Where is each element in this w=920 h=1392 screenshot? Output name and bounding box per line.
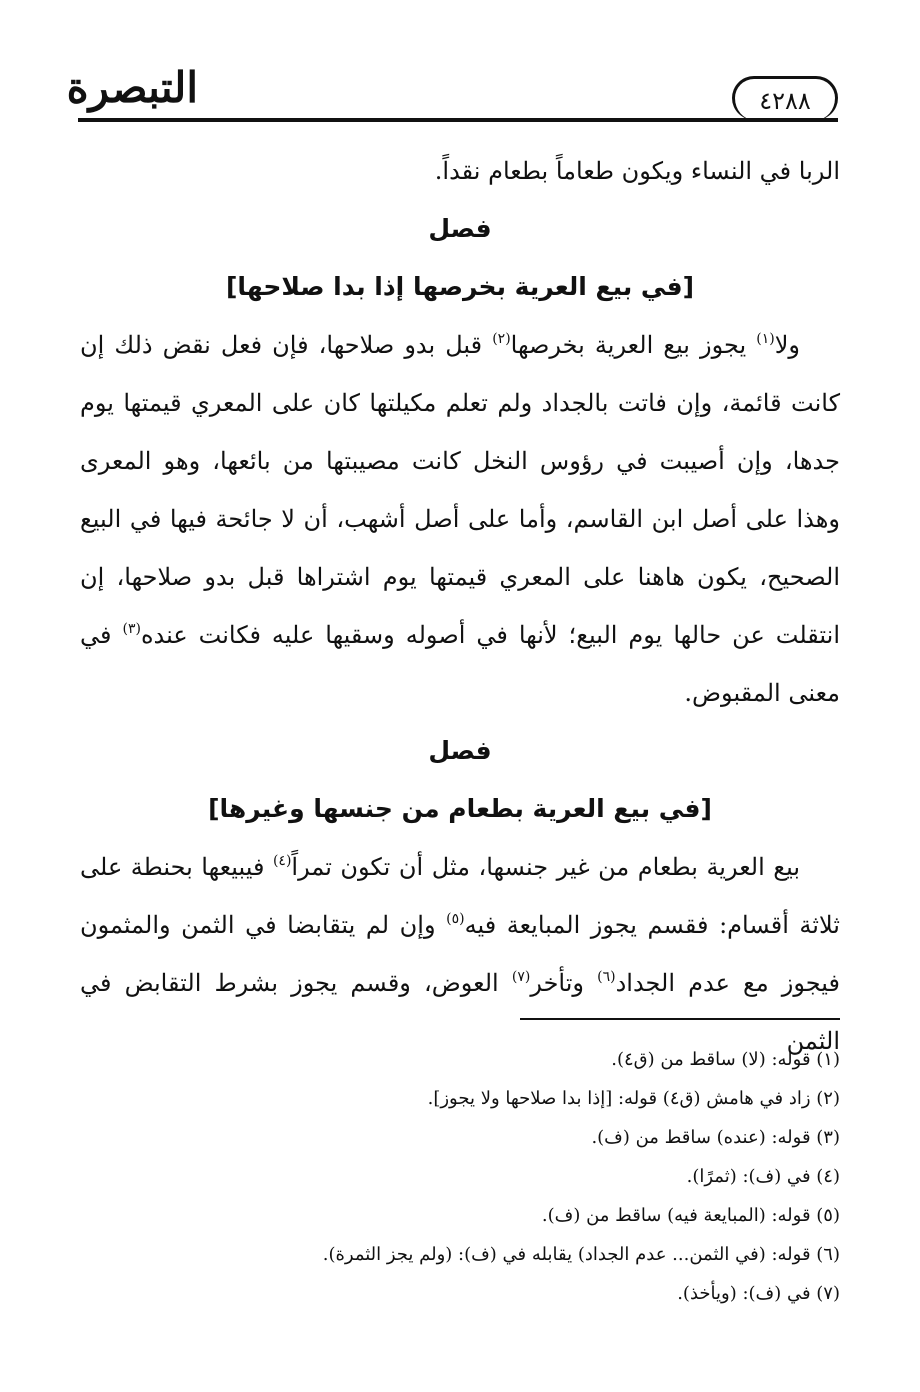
footnote: (٤) في (ف): (ثمرًا). bbox=[686, 1166, 840, 1187]
paragraph bbox=[80, 838, 840, 1070]
footnote: (٢) زاد في هامش (ق٤) قوله: [إذا بدا صلاحها ولا يجوز]. bbox=[427, 1088, 840, 1109]
text-run: بيع العرية بطعام من غير جنسها، مثل أن تكون تمراً bbox=[291, 853, 801, 881]
paragraph-continuation: الربا في النساء ويكون طعاماً بطعام نقداً. bbox=[434, 157, 840, 185]
text-run: وتأخر bbox=[530, 969, 598, 997]
book-title: التبصرة bbox=[66, 63, 198, 112]
footnote-separator bbox=[520, 1018, 840, 1020]
text-run: فيبيعها بحنطة على ثلاثة أقسام: فقسم يجوز المبايعة فيه bbox=[80, 853, 840, 939]
footnote-ref: (٦) bbox=[597, 969, 616, 985]
section-subheading: [في بيع العرية بطعام من جنسها وغيرها] bbox=[208, 794, 712, 823]
text-run: وإن لم يتقابضا في الثمن والمثمون فيجوز مع عدم الجداد bbox=[80, 911, 841, 997]
text-run: يجوز بيع العرية بخرصها bbox=[510, 331, 757, 359]
footnotes bbox=[80, 1040, 840, 1313]
footnote: (٧) في (ف): (ويأخذ). bbox=[677, 1283, 840, 1304]
section-subheading: [في بيع العرية بخرصها إذا بدا صلاحها] bbox=[226, 272, 694, 301]
page-header bbox=[66, 58, 838, 128]
footnote: (٣) قوله: (عنده) ساقط من (ف). bbox=[591, 1127, 840, 1148]
page-number: ٤٢٨٨ bbox=[732, 76, 838, 120]
text-run: العوض، وقسم يجوز بشرط التقابض في الثمن bbox=[80, 969, 840, 1055]
section-heading: فصل bbox=[428, 214, 492, 243]
footnote: (١) قوله: (لا) ساقط من (ق٤). bbox=[611, 1049, 840, 1070]
paragraph bbox=[80, 316, 840, 722]
footnote-ref: (٥) bbox=[446, 911, 465, 927]
footnote-ref: (٣) bbox=[122, 621, 141, 637]
footnote-ref: (٧) bbox=[511, 969, 531, 985]
main-text bbox=[80, 142, 840, 1070]
footnote-ref: (٤) bbox=[272, 853, 292, 869]
text-run: ولا bbox=[774, 331, 800, 359]
header-rule bbox=[78, 118, 838, 122]
text-run: قبل بدو صلاحها، فإن فعل نقض ذلك إن كانت قائمة، وإن فاتت بالجداد ولم تعلم مكيلتها كان على المعري قيمتها يوم جدها، وإن أصيبت في رؤوس النخل كانت مصيبتها من بائعها، وهو المعرى وهذا على أصل ابن القاسم، وأما على أصل أشهب، أن لا جائحة فيها في البيع الصحيح، يكون هاهنا على المعري قيمتها يوم اشتراها قبل بدو صلاحها، إن انتقلت عن حالها يوم البيع؛ لأنها في أصوله وسقيها عليه فكانت عنده bbox=[80, 331, 840, 649]
footnote-ref: (١) bbox=[756, 331, 775, 347]
footnote: (٦) قوله: (في الثمن... عدم الجداد) يقابله في (ف): (ولم يجز الثمرة). bbox=[322, 1244, 840, 1265]
footnote: (٥) قوله: (المبايعة فيه) ساقط من (ف). bbox=[541, 1205, 840, 1226]
text-run: في معنى المقبوض. bbox=[80, 621, 840, 707]
footnote-ref: (٢) bbox=[492, 331, 511, 347]
section-heading: فصل bbox=[428, 736, 492, 765]
